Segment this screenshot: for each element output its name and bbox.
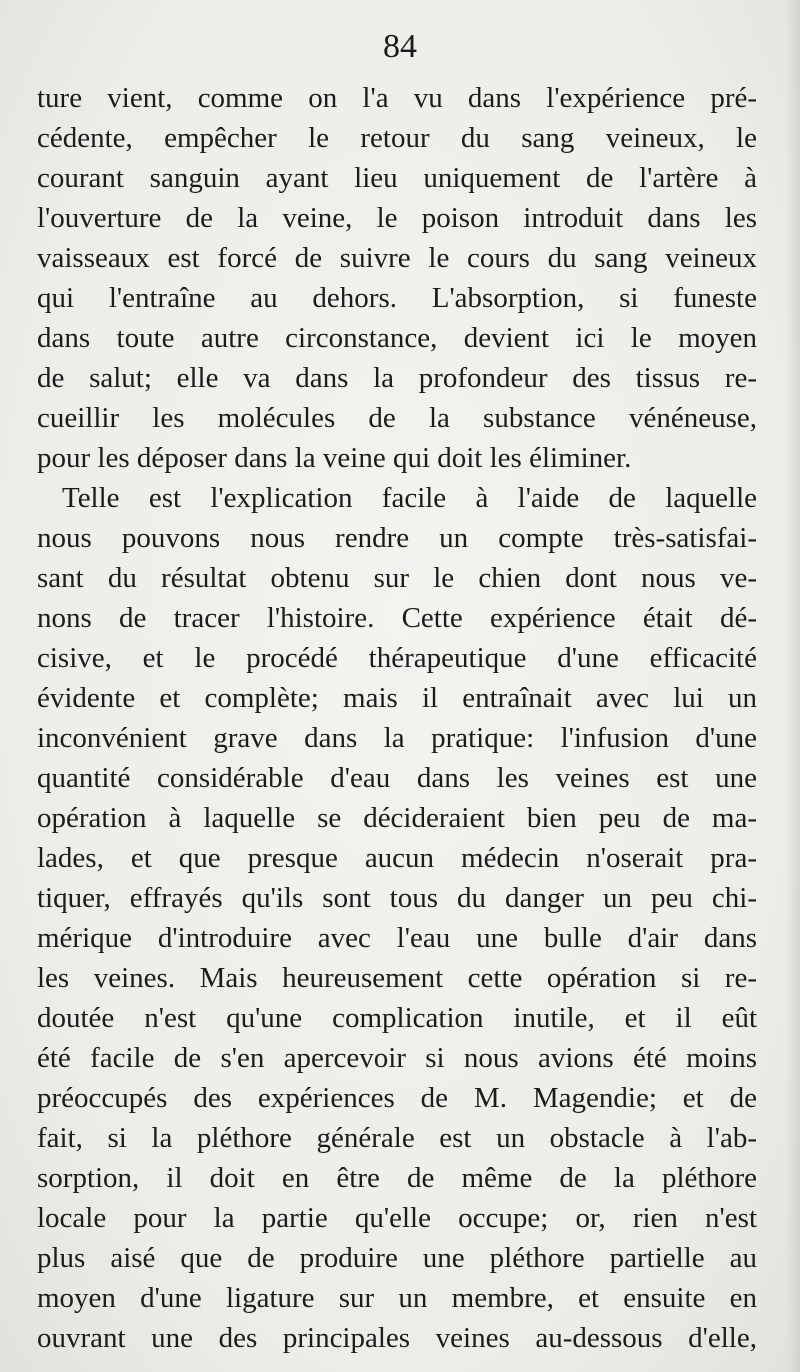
text-line: sant du résultat obtenu sur le chien dont nous ve- bbox=[37, 562, 757, 594]
text-line: pour les déposer dans la veine qui doit les éliminer. bbox=[37, 442, 632, 474]
text-line: les veines. Mais heureusement cette opération si re- bbox=[37, 962, 757, 994]
text-line: cueillir les molécules de la substance vénéneuse, bbox=[37, 402, 757, 434]
text-line: nous pouvons nous rendre un compte très-satisfai- bbox=[37, 522, 757, 554]
text-line: quantité considérable d'eau dans les veines est une bbox=[37, 762, 757, 794]
text-line: ouvrant une des principales veines au-dessous d'elle, bbox=[37, 1322, 757, 1354]
page-number: 84 bbox=[383, 28, 417, 65]
text-line: préoccupés des expériences de M. Magendie; et de bbox=[37, 1082, 757, 1114]
text-line: l'ouverture de la veine, le poison introduit dans les bbox=[37, 202, 757, 234]
text-line: mérique d'introduire avec l'eau une bulle d'air dans bbox=[37, 922, 757, 954]
text-line: dans toute autre circonstance, devient ici le moyen bbox=[37, 322, 757, 354]
text-line: ture vient, comme on l'a vu dans l'expérience pré- bbox=[37, 82, 757, 114]
text-line: qui l'entraîne au dehors. L'absorption, si funeste bbox=[37, 282, 757, 314]
text-line: lades, et que presque aucun médecin n'oserait pra- bbox=[37, 842, 757, 874]
text-line: doutée n'est qu'une complication inutile, et il eût bbox=[37, 1002, 757, 1034]
text-line: Telle est l'explication facile à l'aide de laquelle bbox=[62, 482, 757, 514]
text-line: été facile de s'en apercevoir si nous avions été moins bbox=[37, 1042, 757, 1074]
text-line: courant sanguin ayant lieu uniquement de l'artère à bbox=[37, 162, 757, 194]
text-line: cédente, empêcher le retour du sang veineux, le bbox=[37, 122, 757, 154]
text-line: fait, si la pléthore générale est un obstacle à l'ab- bbox=[37, 1122, 757, 1154]
body-text bbox=[37, 78, 757, 1358]
text-line: plus aisé que de produire une pléthore partielle au bbox=[37, 1242, 757, 1274]
text-line: inconvénient grave dans la pratique: l'infusion d'une bbox=[37, 722, 757, 754]
text-line: tiquer, effrayés qu'ils sont tous du danger un peu chi- bbox=[37, 882, 757, 914]
text-line: de salut; elle va dans la profondeur des tissus re- bbox=[37, 362, 757, 394]
text-line: nons de tracer l'histoire. Cette expérience était dé- bbox=[37, 602, 757, 634]
text-line: cisive, et le procédé thérapeutique d'une efficacité bbox=[37, 642, 757, 674]
text-line: évidente et complète; mais il entraînait avec lui un bbox=[37, 682, 757, 714]
text-line: opération à laquelle se décideraient bien peu de ma- bbox=[37, 802, 757, 834]
text-line: locale pour la partie qu'elle occupe; or, rien n'est bbox=[37, 1202, 757, 1234]
page-edge-shadow bbox=[786, 0, 800, 1372]
text-line: vaisseaux est forcé de suivre le cours du sang veineux bbox=[37, 242, 757, 274]
text-line: moyen d'une ligature sur un membre, et ensuite en bbox=[37, 1282, 757, 1314]
text-line: sorption, il doit en être de même de la pléthore bbox=[37, 1162, 757, 1194]
